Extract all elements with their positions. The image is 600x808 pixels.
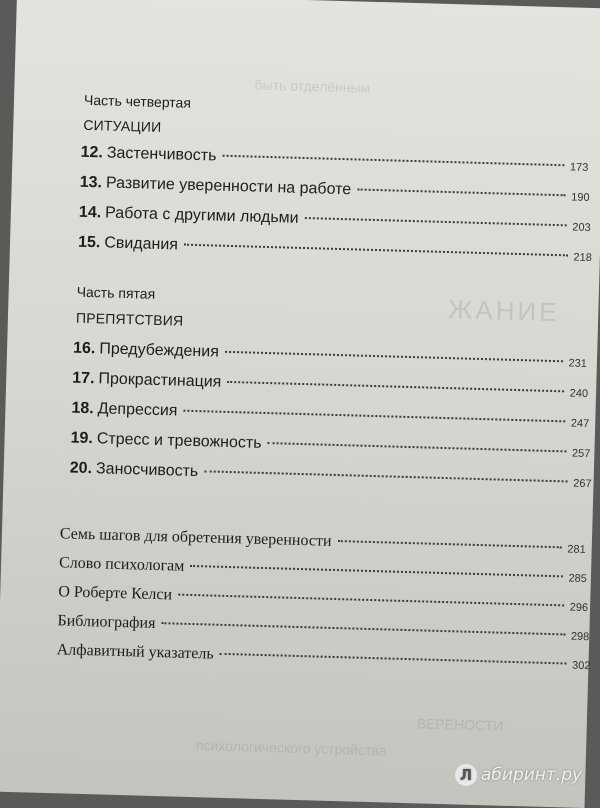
chapter-number: 15. [77, 233, 101, 252]
chapter-number: 18. [71, 399, 94, 418]
bleed-through-text: быть отделённым [254, 76, 371, 96]
chapter-title: Предубеждения [99, 340, 220, 361]
toc-entry[interactable] [80, 144, 588, 176]
leader-dots [204, 470, 567, 482]
chapter-number: 13. [79, 173, 103, 192]
toc-entry[interactable] [70, 460, 592, 493]
chapter-number: 17. [72, 369, 95, 388]
page-number: 267 [573, 477, 592, 491]
bleed-through-text: психологического устройства [195, 737, 387, 759]
chapter-title: Стресс и тревожность [96, 430, 262, 452]
page-number: 281 [567, 543, 586, 556]
page-number: 302 [571, 659, 591, 673]
leader-dots [338, 540, 562, 548]
page-number: 298 [570, 630, 590, 644]
page-number: 218 [573, 251, 593, 265]
page-number: 257 [571, 447, 591, 461]
page-number: 190 [570, 191, 590, 204]
page-number: 285 [568, 572, 588, 586]
part-label: Часть четвертая [83, 91, 192, 111]
toc-entry[interactable] [59, 554, 587, 587]
leader-dots [268, 442, 567, 452]
chapter-title: Прокрастинация [98, 370, 222, 391]
toc-entry[interactable] [72, 370, 588, 402]
toc-entry[interactable] [79, 174, 589, 206]
chapter-title: Депрессия [97, 400, 178, 420]
leader-dots [183, 410, 565, 423]
chapter-title: Свидания [104, 234, 179, 254]
toc-entry[interactable] [79, 204, 591, 236]
part-title: СИТУАЦИИ [83, 116, 162, 135]
bleed-through-text: ЖАНИЕ [447, 294, 560, 328]
page-number: 231 [568, 357, 588, 370]
labirint-logo-icon: Л [455, 764, 477, 786]
chapter-number: 20. [69, 459, 93, 478]
section-title: Библиография [57, 612, 156, 632]
toc-entry[interactable] [60, 525, 586, 558]
leader-dots [184, 244, 568, 257]
chapter-number: 12. [80, 143, 104, 162]
chapter-title: Развитие уверенности на работе [105, 174, 352, 199]
watermark-text: абиринт.ру [481, 765, 583, 785]
toc-entry[interactable] [57, 612, 589, 645]
leader-dots [305, 217, 567, 226]
toc-entry[interactable] [70, 430, 590, 463]
bleed-through-text: ВЕРЕНОСТИ [416, 715, 504, 734]
page-number: 203 [572, 221, 591, 234]
leader-dots [227, 381, 563, 392]
page-number: 296 [569, 601, 589, 615]
leader-dots [220, 653, 567, 665]
leader-dots [357, 188, 565, 196]
leader-dots [178, 594, 564, 607]
part-label: Часть пятая [76, 283, 156, 302]
leader-dots [225, 351, 563, 362]
section-title: Слово психологам [58, 554, 185, 575]
toc-entry[interactable] [78, 234, 592, 266]
chapter-title: Застенчивость [106, 144, 217, 165]
chapter-number: 19. [70, 429, 94, 448]
part-title: ПРЕПЯТСТВИЯ [75, 309, 184, 329]
leader-dots [190, 565, 562, 577]
chapter-title: Заносчивость [95, 460, 199, 481]
section-title: О Роберте Келси [58, 583, 173, 604]
toc-entry[interactable] [56, 641, 590, 674]
chapter-number: 14. [78, 203, 102, 222]
site-watermark [455, 764, 582, 786]
section-title: Алфавитный указатель [56, 641, 214, 663]
chapter-number: 16. [72, 339, 96, 358]
section-title: Семь шагов для обретения уверенности [59, 525, 332, 550]
page-number: 247 [570, 417, 590, 431]
toc-entry[interactable] [73, 340, 587, 372]
chapter-title: Работа с другими людьми [104, 204, 299, 227]
leader-dots [161, 622, 565, 635]
toc-entry[interactable] [58, 583, 588, 616]
leader-dots [222, 155, 564, 167]
page-number: 240 [569, 387, 589, 400]
toc-entry[interactable] [71, 400, 589, 432]
page-number: 173 [569, 161, 589, 174]
